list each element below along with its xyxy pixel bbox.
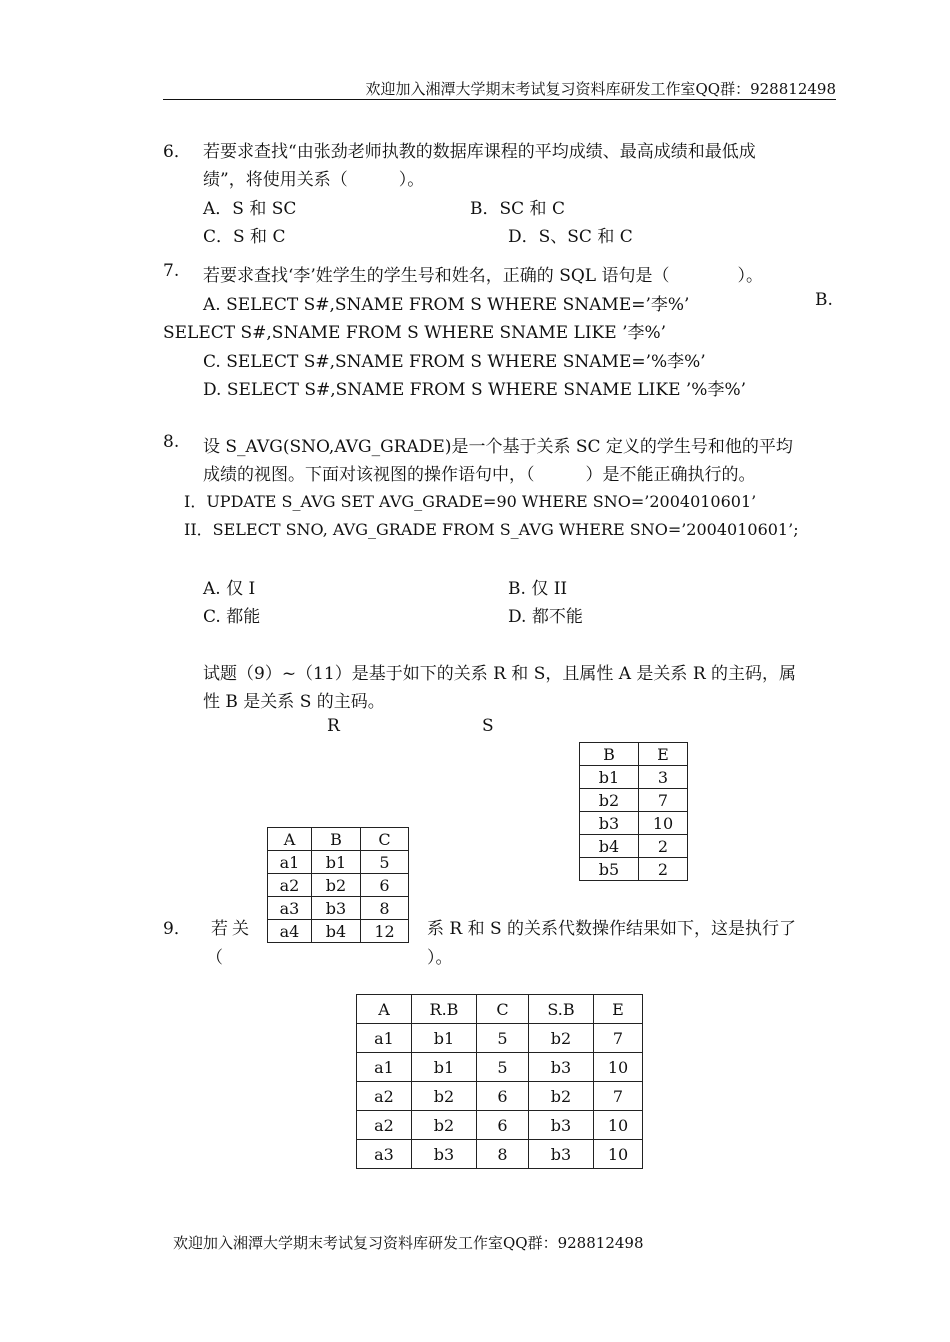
q6-option-c: C．S 和 C	[203, 227, 286, 247]
table-cell: b1	[412, 1053, 477, 1082]
q7-option-c: C. SELECT S#,SNAME FROM S WHERE SNAME=’%李%’	[203, 352, 706, 372]
q8-option-a: A. 仅 I	[203, 579, 256, 599]
table-cell: 6	[361, 874, 409, 897]
relation-s-label: S	[482, 716, 494, 736]
table-row	[357, 1140, 643, 1169]
table-cell: b3	[412, 1140, 477, 1169]
q9-text-right-top: 系 R 和 S 的关系代数操作结果如下，这是执行了	[427, 919, 797, 939]
table-row	[580, 789, 688, 812]
table-cell: 8	[361, 897, 409, 920]
table-cell: 8	[477, 1140, 529, 1169]
q6-option-b: B．SC 和 C	[470, 199, 565, 219]
q9-text-left-top: 若关	[211, 919, 253, 939]
table-header-cell: B	[580, 743, 639, 766]
table-cell: b2	[412, 1111, 477, 1140]
table-cell: b2	[312, 874, 361, 897]
q7-text: 若要求查找‘李’姓学生的学生号和姓名，正确的 SQL 语句是（ ）。	[203, 266, 763, 286]
table-cell: 7	[594, 1082, 643, 1111]
table-header-cell: A	[357, 995, 412, 1024]
table-cell: a1	[268, 851, 312, 874]
page-header: 欢迎加入湘潭大学期末考试复习资料库研发工作室QQ群：928812498	[365, 80, 836, 98]
table-cell: b3	[529, 1053, 594, 1082]
table-cell: 5	[361, 851, 409, 874]
table-header-cell: A	[268, 828, 312, 851]
table-cell: 2	[639, 858, 688, 881]
table-cell: 7	[594, 1024, 643, 1053]
table-row	[357, 1082, 643, 1111]
table-cell: a1	[357, 1024, 412, 1053]
table-cell: 7	[639, 789, 688, 812]
q7-number: 7.	[163, 261, 180, 281]
table-row	[357, 1053, 643, 1082]
q7-option-a: A. SELECT S#,SNAME FROM S WHERE SNAME=’李%’	[203, 295, 690, 315]
table-cell: 5	[477, 1024, 529, 1053]
q8-number: 8.	[163, 432, 180, 452]
table-cell: b3	[529, 1111, 594, 1140]
table-header-row	[357, 995, 643, 1024]
table-cell: 5	[477, 1053, 529, 1082]
q6-option-d: D．S、SC 和 C	[508, 227, 633, 247]
relation-s-table	[579, 742, 688, 881]
relation-r-label: R	[327, 716, 340, 736]
table-cell: b2	[529, 1082, 594, 1111]
table-row	[580, 858, 688, 881]
table-cell: b3	[312, 897, 361, 920]
result-table	[356, 994, 643, 1169]
q8-option-d: D. 都不能	[508, 607, 583, 627]
table-row	[268, 874, 409, 897]
table-cell: b3	[580, 812, 639, 835]
table-cell: a3	[268, 897, 312, 920]
table-row	[268, 897, 409, 920]
table-row	[580, 835, 688, 858]
q6-number: 6．	[163, 142, 191, 162]
table-cell: a1	[357, 1053, 412, 1082]
table-cell: 3	[639, 766, 688, 789]
table-cell: b4	[312, 920, 361, 943]
table-header-row	[268, 828, 409, 851]
table-cell: a4	[268, 920, 312, 943]
table-header-cell: E	[639, 743, 688, 766]
table-header-cell: B	[312, 828, 361, 851]
table-cell: b2	[412, 1082, 477, 1111]
table-cell: 10	[594, 1140, 643, 1169]
q8-option-b: B. 仅 II	[508, 579, 568, 599]
table-cell: b5	[580, 858, 639, 881]
table-header-cell: S.B	[529, 995, 594, 1024]
table-cell: b1	[580, 766, 639, 789]
q6-text-line2: 绩”，将使用关系（ ）。	[203, 170, 425, 190]
table-row	[268, 851, 409, 874]
q8-text-line1: 设 S_AVG(SNO,AVG_GRADE)是一个基于关系 SC 定义的学生号和他的平均	[203, 437, 793, 457]
table-cell: 10	[594, 1053, 643, 1082]
q7-option-b: SELECT S#,SNAME FROM S WHERE SNAME LIKE ’李%’	[163, 323, 667, 343]
table-header-cell: R.B	[412, 995, 477, 1024]
table-header-cell: E	[594, 995, 643, 1024]
q8-text-line2: 成绩的视图。下面对该视图的操作语句中，（ ）是不能正确执行的。	[203, 465, 756, 485]
q8-statement-2: II．SELECT SNO, AVG_GRADE FROM S_AVG WHERE SNO=’2004010601’;	[184, 520, 799, 539]
table-row	[580, 766, 688, 789]
table-cell: 6	[477, 1111, 529, 1140]
q8-option-c: C. 都能	[203, 607, 261, 627]
intro-line1: 试题（9）~（11）是基于如下的关系 R 和 S，且属性 A 是关系 R 的主码，属	[203, 664, 797, 684]
table-cell: b2	[580, 789, 639, 812]
q6-text-line1: 若要求查找“由张劲老师执教的数据库课程的平均成绩、最高成绩和最低成	[203, 142, 756, 162]
table-cell: a2	[357, 1082, 412, 1111]
table-cell: b1	[312, 851, 361, 874]
intro-line2: 性 B 是关系 S 的主码。	[203, 692, 385, 712]
q9-text-right-bottom: ）。	[427, 948, 453, 968]
q7-option-d: D. SELECT S#,SNAME FROM S WHERE SNAME LIKE ’%李%’	[203, 380, 747, 400]
table-header-row	[580, 743, 688, 766]
table-cell: 10	[639, 812, 688, 835]
table-cell: a2	[357, 1111, 412, 1140]
table-cell: 2	[639, 835, 688, 858]
table-cell: 10	[594, 1111, 643, 1140]
table-row	[357, 1024, 643, 1053]
table-cell: b3	[529, 1140, 594, 1169]
q6-option-a: A．S 和 SC	[203, 199, 297, 219]
page-footer: 欢迎加入湘潭大学期末考试复习资料库研发工作室QQ群：928812498	[173, 1234, 644, 1252]
table-header-cell: C	[361, 828, 409, 851]
table-cell: b4	[580, 835, 639, 858]
header-rule	[163, 99, 836, 100]
table-header-cell: C	[477, 995, 529, 1024]
q7-option-b-label: B.	[815, 290, 833, 310]
table-cell: a2	[268, 874, 312, 897]
table-row	[357, 1111, 643, 1140]
table-cell: 12	[361, 920, 409, 943]
table-row	[268, 920, 409, 943]
table-cell: a3	[357, 1140, 412, 1169]
q9-number: 9．	[163, 919, 191, 939]
relation-r-table	[267, 827, 409, 943]
table-row	[580, 812, 688, 835]
table-cell: b1	[412, 1024, 477, 1053]
table-cell: 6	[477, 1082, 529, 1111]
table-cell: b2	[529, 1024, 594, 1053]
q8-statement-1: I．UPDATE S_AVG SET AVG_GRADE=90 WHERE SNO=’2004010601’	[184, 492, 757, 511]
q9-text-left-bottom: （	[206, 948, 223, 968]
